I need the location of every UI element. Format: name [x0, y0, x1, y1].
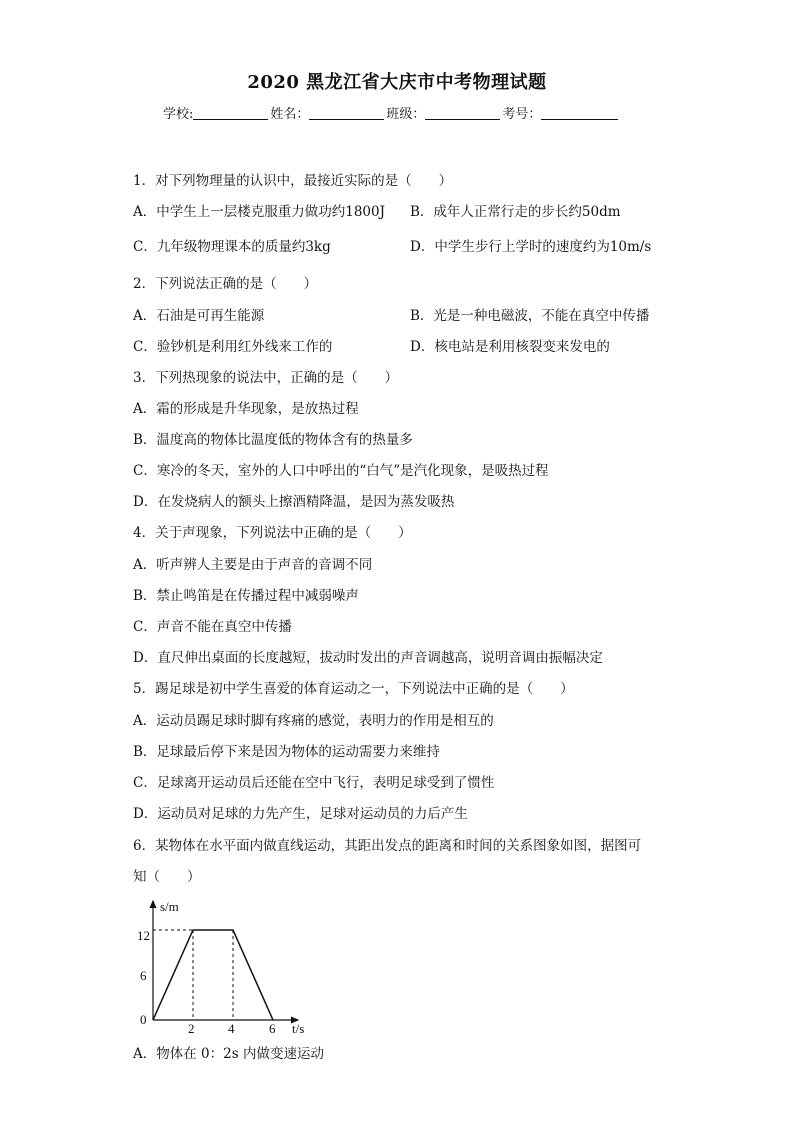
question-1-option-c: C．九年级物理课本的质量约3kg [133, 239, 331, 255]
question-4-stem: 4．关于声现象，下列说法中正确的是（ ） [133, 525, 412, 541]
question-1-option-b: B．成年人正常行走的步长约50dm [410, 204, 621, 220]
question-3-option-b: B．温度高的物体比温度低的物体含有的热量多 [133, 432, 413, 448]
school-field[interactable] [193, 106, 268, 120]
y-axis-label: s/m [160, 899, 179, 914]
class-field[interactable] [425, 106, 500, 120]
name-field[interactable] [309, 106, 384, 120]
question-2-stem: 2．下列说法正确的是（ ） [133, 276, 318, 292]
question-2-option-b: B．光是一种电磁波，不能在真空中传播 [410, 308, 650, 324]
y-tick-label-12: 12 [137, 928, 150, 943]
question-6-stem: 6．某物体在水平面内做直线运动，其距出发点的距离和时间的关系图象如图，据图可 [133, 838, 642, 854]
question-4-option-d: D．直尺伸出桌面的长度越短，拔动时发出的声音调越高，说明音调由振幅决定 [133, 650, 603, 666]
question-4-option-b: B．禁止鸣笛是在传播过程中减弱噪声 [133, 588, 359, 604]
x-axis-label: t/s [292, 1021, 305, 1035]
class-label: 班级： [386, 107, 426, 122]
student-info-row [163, 103, 618, 122]
x-tick-label-4: 4 [228, 1021, 235, 1035]
question-6-option-a: A．物体在 0：2s 内做变速运动 [133, 1046, 324, 1062]
question-5-option-b: B．足球最后停下来是因为物体的运动需要力来维持 [133, 744, 440, 760]
x-tick-label-2: 2 [188, 1021, 195, 1035]
question-4-option-a: A．听声辨人主要是由于声音的音调不同 [133, 557, 373, 573]
origin-label: 0 [140, 1012, 147, 1027]
question-5-stem: 5．踢足球是初中学生喜爱的体育运动之一，下列说法中正确的是（ ） [133, 681, 574, 697]
question-5-option-d: D．运动员对足球的力先产生，足球对运动员的力后产生 [133, 806, 468, 822]
question-1-option-a: A．中学生上一层楼克服重力做功约1800J [133, 204, 386, 220]
question-4-option-c: C．声音不能在真空中传播 [133, 619, 292, 635]
number-label: 考号： [502, 107, 542, 122]
question-3-option-c: C．寒冷的冬天，室外的人口中呼出的“白气”是汽化现象，是吸热过程 [133, 463, 549, 479]
dashed-guide-lines [153, 930, 233, 1020]
question-3-option-a: A．霜的形成是升华现象，是放热过程 [133, 401, 359, 417]
question-5-option-c: C．足球离开运动员后还能在空中飞行，表明足球受到了惯性 [133, 775, 495, 791]
question-2-option-a: A．石油是可再生能源 [133, 308, 265, 324]
x-tick-label-6: 6 [269, 1021, 276, 1035]
question-1-stem: 1．对下列物理量的认识中，最接近实际的是（ ） [133, 173, 453, 189]
question-6-stem-continued: 知（ ） [133, 869, 201, 885]
number-field[interactable] [541, 106, 618, 120]
y-tick-label-6: 6 [140, 968, 147, 983]
question-1-option-d: D．中学生步行上学时的速度约为10m/s [410, 239, 652, 255]
question-3-stem: 3．下列热现象的说法中，正确的是（ ） [133, 370, 399, 386]
question-2-option-c: C．验钞机是利用红外线来工作的 [133, 339, 333, 355]
question-5-option-a: A．运动员踢足球时脚有疼痛的感觉，表明力的作用是相互的 [133, 713, 494, 729]
distance-time-curve [153, 930, 273, 1020]
school-label: 学校: [163, 107, 194, 122]
question-2-option-d: D．核电站是利用核裂变来发电的 [410, 339, 610, 355]
question-3-option-d: D．在发烧病人的额头上擦酒精降温，是因为蒸发吸热 [133, 494, 455, 510]
page-title: 2020 黑龙江省大庆市中考物理试题 [247, 72, 547, 93]
name-label: 姓名： [270, 107, 310, 122]
distance-time-graph [128, 893, 318, 1035]
